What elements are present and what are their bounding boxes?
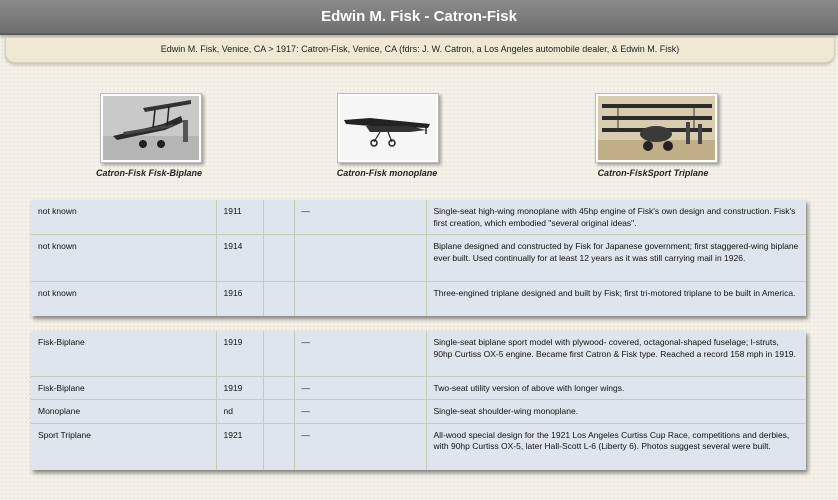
table-row: [31, 331, 806, 376]
aircraft-year: 1919: [216, 331, 263, 376]
photo-caption: Catron-FiskSport Triplane: [597, 168, 709, 178]
aircraft-name: Fisk-Biplane: [31, 376, 216, 400]
table-row: [31, 423, 806, 470]
dash-cell: —: [294, 423, 426, 470]
table-row: [31, 200, 806, 235]
aircraft-year: 1916: [216, 282, 263, 316]
dash-cell: —: [294, 400, 426, 424]
aircraft-description: Two-seat utility version of above with longer wings.: [426, 376, 806, 400]
aircraft-year: 1911: [216, 200, 263, 235]
empty-cell: [263, 235, 294, 282]
aircraft-description: Biplane designed and constructed by Fisk for Japanese government; first staggered-wing biplane ever built. Used continually for at least 12 years as it was still carrying mail in 1926.: [426, 235, 806, 282]
aircraft-description: All-wood special design for the 1921 Los Angeles Curtiss Cup Race, competitions and derbies, with 90hp Curtiss OX-5, later Hall-Scott L-6 (Liberty 6). Photos suggest several were built.: [433, 429, 790, 451]
dash-cell: [294, 235, 426, 282]
empty-cell: [263, 423, 294, 470]
empty-cell: [263, 376, 294, 400]
aircraft-name: not known: [31, 235, 216, 282]
aircraft-name: Fisk-Biplane: [31, 331, 216, 376]
table-row: [31, 282, 806, 316]
table-row: [31, 376, 806, 400]
dash-cell: —: [294, 331, 426, 376]
empty-cell: [263, 200, 294, 235]
table-row: [31, 400, 806, 424]
empty-cell: [263, 400, 294, 424]
photo-triplane[interactable]: [595, 93, 718, 163]
dash-cell: —: [294, 200, 426, 235]
breadcrumb: Edwin M. Fisk, Venice, CA > 1917: Catron-Fisk, Venice, CA (fdrs: J. W. Catron, a Los Angeles automobile dealer, & Edwin M. Fisk): [5, 37, 835, 63]
dash-cell: [294, 282, 426, 316]
triplane-photo-icon: [598, 96, 715, 160]
aircraft-year: 1921: [216, 423, 263, 470]
empty-cell: [263, 331, 294, 376]
biplane-photo-icon: [103, 96, 199, 160]
photo-monoplane[interactable]: [337, 93, 439, 163]
aircraft-description: Three-engined triplane designed and built by Fisk; first tri-motored triplane to be built in America.: [433, 288, 796, 298]
aircraft-name: Monoplane: [31, 400, 216, 424]
table-row: [31, 235, 806, 282]
aircraft-table-2: [31, 331, 806, 470]
aircraft-description: Single-seat high-wing monoplane with 45hp engine of Fisk's own design and construction. Fisk's first creation, which embodied "several original ideas".: [426, 200, 806, 235]
aircraft-table-1: [31, 200, 806, 316]
photo-caption: Catron-Fisk Fisk-Biplane: [95, 168, 203, 178]
aircraft-name: Sport Triplane: [31, 423, 216, 470]
aircraft-year: nd: [216, 400, 263, 424]
aircraft-description: Single-seat shoulder-wing monoplane.: [426, 400, 806, 424]
aircraft-year: 1914: [216, 235, 263, 282]
monoplane-photo-icon: [340, 96, 436, 160]
aircraft-year: 1919: [216, 376, 263, 400]
page-title: Edwin M. Fisk - Catron-Fisk: [0, 0, 838, 35]
photo-caption: Catron-Fisk monoplane: [336, 168, 438, 178]
dash-cell: —: [294, 376, 426, 400]
aircraft-name: not known: [31, 200, 216, 235]
aircraft-name: not known: [31, 282, 216, 316]
empty-cell: [263, 282, 294, 316]
aircraft-description: Single-seat biplane sport model with plywood- covered, octagonal-shaped fuselage; I-struts, 90hp Curtiss OX-5 engine. Became first Catron & Fisk type. Reached a record 158 mph in 1919.: [426, 331, 806, 376]
photo-biplane[interactable]: [100, 93, 202, 163]
